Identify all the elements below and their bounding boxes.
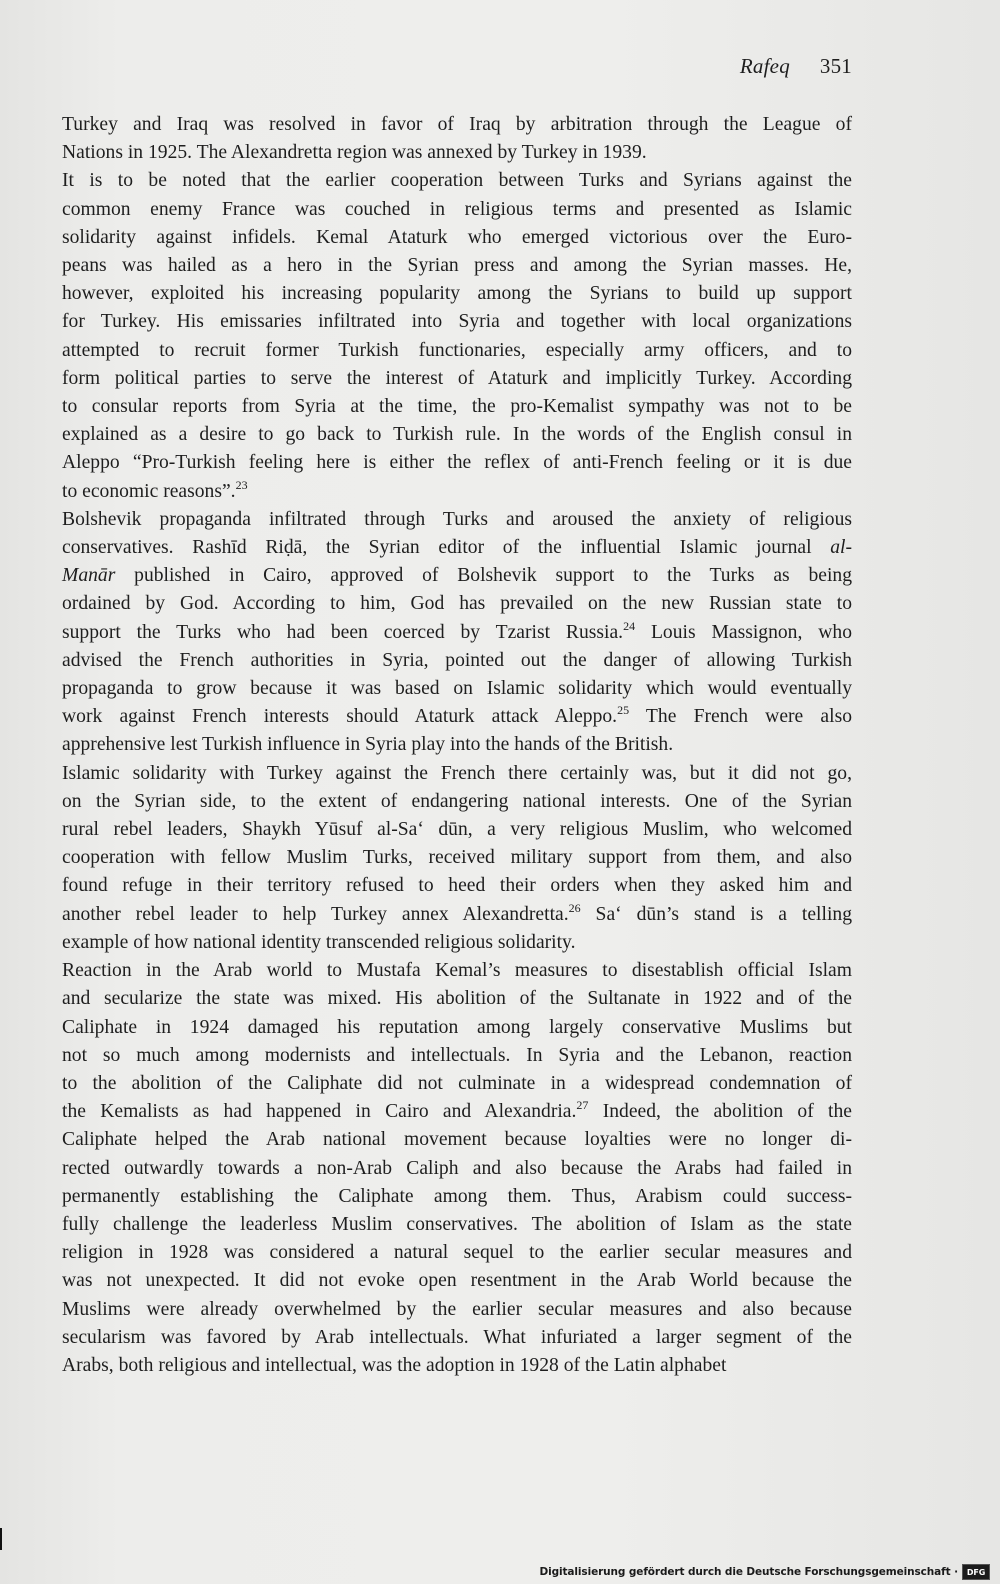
- text-line: religion in 1928 was considered a natural sequel to the earlier secular measures and: [62, 1242, 852, 1264]
- text-line-segment: Sa‘ dūn’s stand is a telling: [580, 903, 852, 925]
- text-line: Caliphate in 1924 damaged his reputation among largely conservative Muslims but: [62, 1016, 852, 1038]
- text-line-segment: conservatives. Rashīd Riḍā, the Syrian editor of the influential Islamic journal: [62, 537, 831, 559]
- text-line: [62, 534, 852, 562]
- scan-edge-mark: [0, 1528, 2, 1550]
- text-line: for Turkey. His emissaries infiltrated into Syria and together with local organizations: [62, 311, 852, 333]
- paragraph: [62, 167, 852, 505]
- text-line-segment: another rebel leader to help Turkey annex Alexandretta.: [62, 903, 569, 925]
- text-line: Turkey and Iraq was resolved in favor of Iraq by arbitration through the League of: [62, 114, 852, 135]
- text-line: propaganda to grow because it was based on Islamic solidarity which would eventually: [62, 678, 852, 700]
- text-line: [62, 478, 852, 506]
- footnote-ref-23: 23: [235, 477, 248, 492]
- text-line: Muslims were already overwhelmed by the earlier secular measures and also because: [62, 1298, 852, 1320]
- text-line: [62, 1098, 852, 1126]
- footnote-ref-25: 25: [617, 703, 630, 718]
- text-line-segment: The French were also: [629, 706, 852, 728]
- text-line: however, exploited his increasing popularity among the Syrians to build up support: [62, 283, 852, 305]
- text-line: attempted to recruit former Turkish functionaries, especially army officers, and to: [62, 339, 852, 361]
- paragraph: [62, 957, 852, 1380]
- body-text: [62, 111, 852, 1380]
- journal-prefix: al-: [830, 537, 852, 559]
- text-line-segment: published in Cairo, approved of Bolshevik support to the Turks as being: [115, 565, 852, 587]
- text-line: advised the French authorities in Syria, pointed out the danger of allowing Turkish: [62, 649, 852, 671]
- text-line: ordained by God. According to him, God has prevailed on the new Russian state to: [62, 593, 852, 615]
- text-line: Aleppo “Pro-Turkish feeling here is either the reflex of anti-French feeling or it is due: [62, 452, 852, 474]
- journal-name: Manār: [62, 565, 116, 587]
- text-line: found refuge in their territory refused to heed their orders when they asked him and: [62, 875, 852, 897]
- text-line: [62, 562, 852, 590]
- footnote-ref-27: 27: [576, 1098, 589, 1113]
- text-line: [62, 703, 852, 731]
- credit-text: Digitalisierung gefördert durch die Deutsche Forschungsgemeinschaft ·: [539, 1566, 958, 1578]
- text-line-segment: to economic reasons”.: [62, 480, 236, 502]
- text-line-segment: Louis Massignon, who: [635, 621, 852, 643]
- paragraph: [62, 506, 852, 760]
- text-line: was not unexpected. It did not evoke open resentment in the Arab World because the: [62, 1270, 852, 1292]
- text-line: Islamic solidarity with Turkey against the French there certainly was, but it did not go,: [62, 762, 852, 784]
- text-line: to the abolition of the Caliphate did not culminate in a widespread condemnation of: [62, 1072, 852, 1094]
- text-line: Arabs, both religious and intellectual, was the adoption in 1928 of the Latin alphabet: [62, 1354, 727, 1376]
- text-line: Bolshevik propaganda infiltrated through Turks and aroused the anxiety of religious: [62, 508, 852, 530]
- text-line: rural rebel leaders, Shaykh Yūsuf al-Sa‘ dūn, a very religious Muslim, who welcomed: [62, 819, 852, 841]
- text-line: not so much among modernists and intellectuals. In Syria and the Lebanon, reaction: [62, 1044, 852, 1066]
- text-line: fully challenge the leaderless Muslim conservatives. The abolition of Islam as the state: [62, 1213, 852, 1235]
- text-line: [62, 619, 852, 647]
- text-line: peans was hailed as a hero in the Syrian press and among the Syrian masses. He,: [62, 255, 852, 277]
- text-line: Caliphate helped the Arab national movement because loyalties were no longer di-: [62, 1129, 852, 1151]
- text-line: permanently establishing the Caliphate among them. Thus, Arabism could success-: [62, 1185, 852, 1207]
- running-head: [740, 54, 852, 79]
- text-line: It is to be noted that the earlier cooperation between Turks and Syrians against the: [62, 170, 852, 192]
- paragraph: [62, 111, 852, 167]
- text-line: explained as a desire to go back to Turkish rule. In the words of the English consul in: [62, 424, 852, 446]
- text-line: on the Syrian side, to the extent of endangering national interests. One of the Syrian: [62, 790, 852, 812]
- digitization-credit: [539, 1564, 990, 1580]
- text-line: to consular reports from Syria at the time, the pro-Kemalist sympathy was not to be: [62, 396, 852, 418]
- text-line-segment: the Kemalists as had happened in Cairo and Alexandria.: [62, 1101, 577, 1123]
- footnote-ref-26: 26: [568, 900, 581, 915]
- text-line: apprehensive lest Turkish influence in Syria play into the hands of the British.: [62, 734, 674, 756]
- text-line: example of how national identity transcended religious solidarity.: [62, 931, 576, 953]
- dfg-logo-icon: DFG: [962, 1564, 990, 1580]
- page-number: 351: [819, 54, 852, 78]
- text-line: Reaction in the Arab world to Mustafa Kemal’s measures to disestablish official Islam: [62, 960, 852, 982]
- text-line: secularism was favored by Arab intellectuals. What infuriated a larger segment of the: [62, 1326, 852, 1348]
- text-line: cooperation with fellow Muslim Turks, received military support from them, and also: [62, 847, 852, 869]
- text-line: [62, 901, 852, 929]
- text-line: form political parties to serve the interest of Ataturk and implicitly Turkey. According: [62, 367, 852, 389]
- text-line: rected outwardly towards a non-Arab Caliph and also because the Arabs had failed in: [62, 1157, 852, 1179]
- text-line: Nations in 1925. The Alexandretta region was annexed by Turkey in 1939.: [62, 142, 647, 164]
- text-line: common enemy France was couched in religious terms and presented as Islamic: [62, 198, 852, 220]
- text-line: and secularize the state was mixed. His abolition of the Sultanate in 1922 and of the: [62, 988, 852, 1010]
- paragraph: [62, 760, 852, 957]
- footnote-ref-24: 24: [623, 618, 636, 633]
- text-line-segment: Indeed, the abolition of the: [588, 1101, 852, 1123]
- text-line-segment: work against French interests should Ataturk attack Aleppo.: [62, 706, 618, 728]
- text-line-segment: support the Turks who had been coerced by Tzarist Russia.: [62, 621, 624, 643]
- running-head-author: Rafeq: [739, 54, 790, 78]
- text-line: solidarity against infidels. Kemal Ataturk who emerged victorious over the Euro-: [62, 226, 852, 248]
